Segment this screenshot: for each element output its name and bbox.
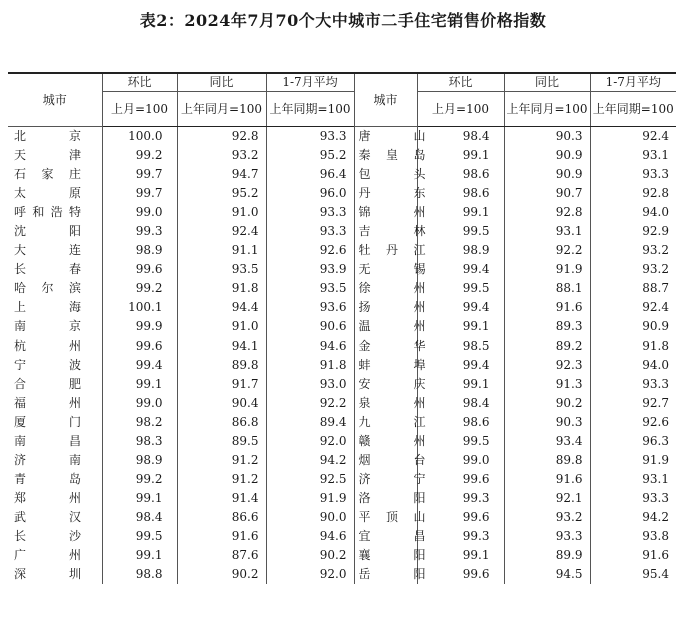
yoy-header-left: 同比 xyxy=(177,73,266,92)
city-name-right xyxy=(354,127,426,147)
city-label: 济南 xyxy=(14,452,81,467)
avg-value-left: 94.6 xyxy=(266,337,354,356)
mom-value-right: 99.6 xyxy=(417,565,504,584)
city-label: 沈阳 xyxy=(14,224,81,239)
city-name-right xyxy=(354,546,426,565)
mom-value-right: 99.4 xyxy=(417,260,504,279)
avg-value-right: 93.2 xyxy=(590,260,676,279)
table-row xyxy=(8,241,676,260)
city-name-right xyxy=(354,260,426,279)
yoy-value-left: 92.4 xyxy=(177,222,266,241)
yoy-value-left: 91.0 xyxy=(177,203,266,222)
table-row xyxy=(8,146,676,165)
yoy-value-right: 93.1 xyxy=(504,222,590,241)
avg-header-right: 1-7月平均 xyxy=(590,73,676,92)
mom-value-left: 99.7 xyxy=(102,184,177,203)
city-name-left xyxy=(8,184,102,203)
city-label: 福州 xyxy=(14,395,81,410)
city-label: 金华 xyxy=(358,338,426,353)
table-row xyxy=(8,451,676,470)
yoy-value-right: 90.3 xyxy=(504,413,590,432)
avg-value-right: 94.0 xyxy=(590,356,676,375)
city-name-left xyxy=(8,279,102,298)
mom-value-left: 99.6 xyxy=(102,337,177,356)
city-label: 武汉 xyxy=(14,509,81,524)
city-name-right xyxy=(354,375,426,394)
city-label: 哈尔滨 xyxy=(14,281,81,296)
yoy-value-right: 89.9 xyxy=(504,546,590,565)
avg-value-left: 93.5 xyxy=(266,279,354,298)
yoy-value-right: 92.2 xyxy=(504,241,590,260)
city-label: 长沙 xyxy=(14,529,81,543)
city-label: 温州 xyxy=(358,319,426,334)
mom-value-left: 99.3 xyxy=(102,222,177,241)
city-name-left xyxy=(8,413,102,432)
city-label: 襄阳 xyxy=(358,548,426,563)
avg-value-right: 94.0 xyxy=(590,203,676,222)
yoy-value-right: 93.4 xyxy=(504,432,590,451)
table-row xyxy=(8,375,676,394)
city-name-right xyxy=(354,184,426,203)
mom-value-left: 99.9 xyxy=(102,317,177,336)
city-name-left xyxy=(8,203,102,222)
avg-value-right: 91.8 xyxy=(590,337,676,356)
yoy-value-right: 92.1 xyxy=(504,489,590,508)
yoy-value-left: 93.5 xyxy=(177,260,266,279)
city-name-right xyxy=(354,565,426,584)
city-label: 青岛 xyxy=(14,471,81,486)
avg-value-left: 96.4 xyxy=(266,165,354,184)
mom-value-right: 98.5 xyxy=(417,337,504,356)
yoy-value-left: 94.7 xyxy=(177,165,266,184)
avg-value-left: 91.8 xyxy=(266,356,354,375)
city-name-left xyxy=(8,432,102,451)
mom-value-left: 98.8 xyxy=(102,565,177,584)
avg-value-left: 93.6 xyxy=(266,298,354,317)
mom-value-right: 99.5 xyxy=(417,432,504,451)
city-label: 徐州 xyxy=(358,281,426,296)
mom-header-right: 环比 xyxy=(417,73,504,92)
avg-value-left: 90.2 xyxy=(266,546,354,565)
avg-header-left: 1-7月平均 xyxy=(266,73,354,92)
avg-value-right: 93.1 xyxy=(590,470,676,489)
city-name-right xyxy=(354,508,426,527)
city-label: 深圳 xyxy=(14,567,81,582)
city-name-right xyxy=(354,337,426,356)
table-row xyxy=(8,165,676,184)
yoy-value-left: 90.4 xyxy=(177,394,266,413)
yoy-value-right: 91.6 xyxy=(504,298,590,317)
city-label: 牡丹江 xyxy=(358,243,426,258)
yoy-value-right: 93.2 xyxy=(504,508,590,527)
yoy-value-right: 90.9 xyxy=(504,165,590,184)
yoy-value-left: 91.2 xyxy=(177,470,266,489)
mom-value-right: 99.6 xyxy=(417,470,504,489)
avg-value-left: 92.0 xyxy=(266,565,354,584)
mom-value-left: 98.9 xyxy=(102,241,177,260)
city-name-left xyxy=(8,356,102,375)
avg-value-left: 90.0 xyxy=(266,508,354,527)
yoy-value-right: 90.2 xyxy=(504,394,590,413)
city-name-right xyxy=(354,432,426,451)
avg-value-right: 92.9 xyxy=(590,222,676,241)
avg-value-right: 93.2 xyxy=(590,241,676,260)
city-name-left xyxy=(8,527,102,546)
table-row xyxy=(8,432,676,451)
table-row xyxy=(8,527,676,546)
yoy-value-left: 94.1 xyxy=(177,337,266,356)
mom-base-right: 上月=100 xyxy=(417,92,504,127)
avg-value-right: 92.4 xyxy=(590,298,676,317)
yoy-value-right: 90.3 xyxy=(504,127,590,147)
avg-value-left: 92.5 xyxy=(266,470,354,489)
city-name-right xyxy=(354,394,426,413)
city-label: 烟台 xyxy=(358,452,426,467)
yoy-value-right: 92.3 xyxy=(504,356,590,375)
avg-value-left: 90.6 xyxy=(266,317,354,336)
avg-value-left: 95.2 xyxy=(266,146,354,165)
city-label: 锦州 xyxy=(358,205,426,220)
city-name-right xyxy=(354,317,426,336)
avg-value-right: 92.7 xyxy=(590,394,676,413)
city-name-right xyxy=(354,165,426,184)
table-row xyxy=(8,203,676,222)
city-label: 包头 xyxy=(358,167,426,182)
city-label: 丹东 xyxy=(358,186,426,201)
yoy-value-left: 89.5 xyxy=(177,432,266,451)
city-name-left xyxy=(8,546,102,565)
avg-value-right: 93.3 xyxy=(590,489,676,508)
city-label: 厦门 xyxy=(14,414,81,429)
table-row xyxy=(8,337,676,356)
city-name-left xyxy=(8,317,102,336)
avg-value-left: 93.3 xyxy=(266,127,354,147)
city-label: 上海 xyxy=(14,300,81,315)
yoy-header-right: 同比 xyxy=(504,73,590,92)
city-name-left xyxy=(8,337,102,356)
city-label: 平顶山 xyxy=(358,509,426,524)
yoy-value-right: 90.7 xyxy=(504,184,590,203)
mom-value-left: 99.1 xyxy=(102,546,177,565)
yoy-value-left: 93.2 xyxy=(177,146,266,165)
table-row xyxy=(8,184,676,203)
yoy-value-right: 89.8 xyxy=(504,451,590,470)
avg-value-left: 92.6 xyxy=(266,241,354,260)
city-label: 扬州 xyxy=(358,300,426,315)
mom-value-left: 100.1 xyxy=(102,298,177,317)
table-row xyxy=(8,565,676,584)
mom-value-right: 99.3 xyxy=(417,489,504,508)
avg-value-left: 89.4 xyxy=(266,413,354,432)
city-name-right xyxy=(354,356,426,375)
city-label: 杭州 xyxy=(14,338,81,353)
avg-base-left: 上年同期=100 xyxy=(266,92,354,127)
city-name-right xyxy=(354,222,426,241)
city-name-right xyxy=(354,413,426,432)
city-name-left xyxy=(8,470,102,489)
avg-base-right: 上年同期=100 xyxy=(590,92,676,127)
mom-value-left: 99.2 xyxy=(102,470,177,489)
city-label: 太原 xyxy=(14,186,81,201)
yoy-value-right: 91.3 xyxy=(504,375,590,394)
avg-value-right: 93.1 xyxy=(590,146,676,165)
mom-value-right: 99.3 xyxy=(417,527,504,546)
city-label: 唐山 xyxy=(358,129,426,144)
city-label: 大连 xyxy=(14,243,81,258)
city-name-right xyxy=(354,241,426,260)
mom-value-right: 98.4 xyxy=(417,394,504,413)
table-row xyxy=(8,298,676,317)
table-row xyxy=(8,470,676,489)
city-name-left xyxy=(8,451,102,470)
city-label: 济宁 xyxy=(358,471,426,486)
city-label: 赣州 xyxy=(358,433,426,448)
city-name-right xyxy=(354,298,426,317)
mom-value-right: 98.4 xyxy=(417,127,504,147)
mom-value-left: 99.0 xyxy=(102,394,177,413)
yoy-value-right: 91.6 xyxy=(504,470,590,489)
city-label: 南昌 xyxy=(14,433,81,448)
avg-value-right: 92.8 xyxy=(590,184,676,203)
avg-value-left: 92.2 xyxy=(266,394,354,413)
city-name-left xyxy=(8,298,102,317)
mom-value-right: 99.0 xyxy=(417,451,504,470)
city-name-right xyxy=(354,146,426,165)
mom-value-right: 99.5 xyxy=(417,279,504,298)
mom-value-left: 99.0 xyxy=(102,203,177,222)
table-row xyxy=(8,127,676,147)
city-label: 天津 xyxy=(14,148,81,163)
avg-value-right: 93.3 xyxy=(590,375,676,394)
yoy-value-right: 93.3 xyxy=(504,527,590,546)
avg-value-left: 92.0 xyxy=(266,432,354,451)
city-name-right xyxy=(354,527,426,546)
header-row-2 xyxy=(8,92,676,127)
city-label: 安庆 xyxy=(358,376,426,391)
avg-value-right: 96.3 xyxy=(590,432,676,451)
mom-value-left: 99.2 xyxy=(102,279,177,298)
city-name-right xyxy=(354,489,426,508)
table-row xyxy=(8,546,676,565)
city-name-left xyxy=(8,260,102,279)
yoy-value-left: 87.6 xyxy=(177,546,266,565)
mom-value-right: 99.1 xyxy=(417,317,504,336)
yoy-value-left: 91.1 xyxy=(177,241,266,260)
mom-value-left: 98.9 xyxy=(102,451,177,470)
city-name-left xyxy=(8,394,102,413)
city-name-left xyxy=(8,127,102,147)
mom-value-right: 99.1 xyxy=(417,203,504,222)
table-row xyxy=(8,317,676,336)
table-row xyxy=(8,394,676,413)
city-label: 宜昌 xyxy=(358,529,426,543)
city-label: 泉州 xyxy=(358,395,426,410)
mom-value-right: 98.6 xyxy=(417,184,504,203)
yoy-value-left: 91.8 xyxy=(177,279,266,298)
city-label: 合肥 xyxy=(14,376,81,391)
mom-value-left: 98.3 xyxy=(102,432,177,451)
avg-value-right: 93.3 xyxy=(590,165,676,184)
yoy-value-left: 95.2 xyxy=(177,184,266,203)
city-label: 广州 xyxy=(14,548,81,563)
avg-value-right: 90.9 xyxy=(590,317,676,336)
city-name-right xyxy=(354,279,426,298)
city-label: 北京 xyxy=(14,129,81,144)
city-name-left xyxy=(8,165,102,184)
table-row xyxy=(8,489,676,508)
mom-value-left: 98.2 xyxy=(102,413,177,432)
city-column-header-right: 城市 xyxy=(354,73,417,127)
mom-value-left: 99.1 xyxy=(102,375,177,394)
yoy-value-left: 86.8 xyxy=(177,413,266,432)
mom-value-right: 98.6 xyxy=(417,165,504,184)
avg-value-left: 94.6 xyxy=(266,527,354,546)
avg-value-left: 96.0 xyxy=(266,184,354,203)
mom-value-right: 98.6 xyxy=(417,413,504,432)
city-name-right xyxy=(354,203,426,222)
yoy-value-left: 91.7 xyxy=(177,375,266,394)
city-label: 长春 xyxy=(14,262,81,277)
avg-value-right: 95.4 xyxy=(590,565,676,584)
mom-value-right: 98.9 xyxy=(417,241,504,260)
city-label: 郑州 xyxy=(14,490,81,505)
mom-base-left: 上月=100 xyxy=(102,92,177,127)
yoy-value-left: 89.8 xyxy=(177,356,266,375)
table-row xyxy=(8,222,676,241)
avg-value-right: 91.6 xyxy=(590,546,676,565)
city-label: 无锡 xyxy=(358,262,426,277)
city-name-left xyxy=(8,565,102,584)
yoy-value-right: 89.3 xyxy=(504,317,590,336)
table-title: 表2：2024年7月70个大中城市二手住宅销售价格指数 xyxy=(139,11,547,30)
mom-value-left: 99.6 xyxy=(102,260,177,279)
city-label: 宁波 xyxy=(14,357,81,372)
price-index-table xyxy=(8,72,676,584)
yoy-value-right: 91.9 xyxy=(504,260,590,279)
yoy-value-left: 91.6 xyxy=(177,527,266,546)
yoy-value-right: 89.2 xyxy=(504,337,590,356)
avg-value-right: 92.6 xyxy=(590,413,676,432)
mom-value-right: 99.4 xyxy=(417,356,504,375)
table-row xyxy=(8,413,676,432)
yoy-value-left: 91.4 xyxy=(177,489,266,508)
yoy-value-right: 90.9 xyxy=(504,146,590,165)
yoy-value-left: 91.2 xyxy=(177,451,266,470)
yoy-value-left: 91.0 xyxy=(177,317,266,336)
avg-value-left: 91.9 xyxy=(266,489,354,508)
avg-value-left: 93.9 xyxy=(266,260,354,279)
yoy-value-right: 88.1 xyxy=(504,279,590,298)
city-name-left xyxy=(8,489,102,508)
city-name-left xyxy=(8,241,102,260)
mom-value-right: 99.5 xyxy=(417,222,504,241)
mom-value-left: 99.5 xyxy=(102,527,177,546)
table-row xyxy=(8,508,676,527)
avg-value-left: 94.2 xyxy=(266,451,354,470)
avg-value-right: 91.9 xyxy=(590,451,676,470)
avg-value-left: 93.0 xyxy=(266,375,354,394)
table-row xyxy=(8,356,676,375)
city-label: 石家庄 xyxy=(14,167,81,182)
mom-value-left: 99.7 xyxy=(102,165,177,184)
city-label: 吉林 xyxy=(358,224,426,239)
city-name-left xyxy=(8,508,102,527)
yoy-base-right: 上年同月=100 xyxy=(504,92,590,127)
city-label: 蚌埠 xyxy=(358,357,426,372)
mom-value-left: 99.4 xyxy=(102,356,177,375)
header-row-1 xyxy=(8,73,676,92)
city-label: 九江 xyxy=(358,414,426,429)
mom-value-right: 99.1 xyxy=(417,146,504,165)
mom-value-right: 99.1 xyxy=(417,375,504,394)
avg-value-right: 94.2 xyxy=(590,508,676,527)
city-name-right xyxy=(354,451,426,470)
avg-value-left: 93.3 xyxy=(266,203,354,222)
mom-value-left: 98.4 xyxy=(102,508,177,527)
mom-value-right: 99.4 xyxy=(417,298,504,317)
city-name-left xyxy=(8,146,102,165)
city-label: 南京 xyxy=(14,319,81,334)
mom-value-right: 99.1 xyxy=(417,546,504,565)
table-row xyxy=(8,260,676,279)
city-label: 洛阳 xyxy=(358,490,426,505)
yoy-value-left: 86.6 xyxy=(177,508,266,527)
yoy-value-left: 92.8 xyxy=(177,127,266,147)
city-name-left xyxy=(8,222,102,241)
yoy-value-right: 92.8 xyxy=(504,203,590,222)
mom-value-left: 100.0 xyxy=(102,127,177,147)
city-label: 呼和浩特 xyxy=(14,205,81,220)
city-label: 秦皇岛 xyxy=(358,148,426,163)
yoy-base-left: 上年同月=100 xyxy=(177,92,266,127)
table-row xyxy=(8,279,676,298)
mom-header-left: 环比 xyxy=(102,73,177,92)
avg-value-right: 92.4 xyxy=(590,127,676,147)
mom-value-right: 99.6 xyxy=(417,508,504,527)
yoy-value-left: 90.2 xyxy=(177,565,266,584)
avg-value-left: 93.3 xyxy=(266,222,354,241)
city-name-right xyxy=(354,470,426,489)
city-label: 岳阳 xyxy=(358,567,426,582)
avg-value-right: 93.8 xyxy=(590,527,676,546)
yoy-value-left: 94.4 xyxy=(177,298,266,317)
city-column-header-left: 城市 xyxy=(8,73,102,127)
mom-value-left: 99.2 xyxy=(102,146,177,165)
city-name-left xyxy=(8,375,102,394)
yoy-value-right: 94.5 xyxy=(504,565,590,584)
avg-value-right: 88.7 xyxy=(590,279,676,298)
mom-value-left: 99.1 xyxy=(102,489,177,508)
